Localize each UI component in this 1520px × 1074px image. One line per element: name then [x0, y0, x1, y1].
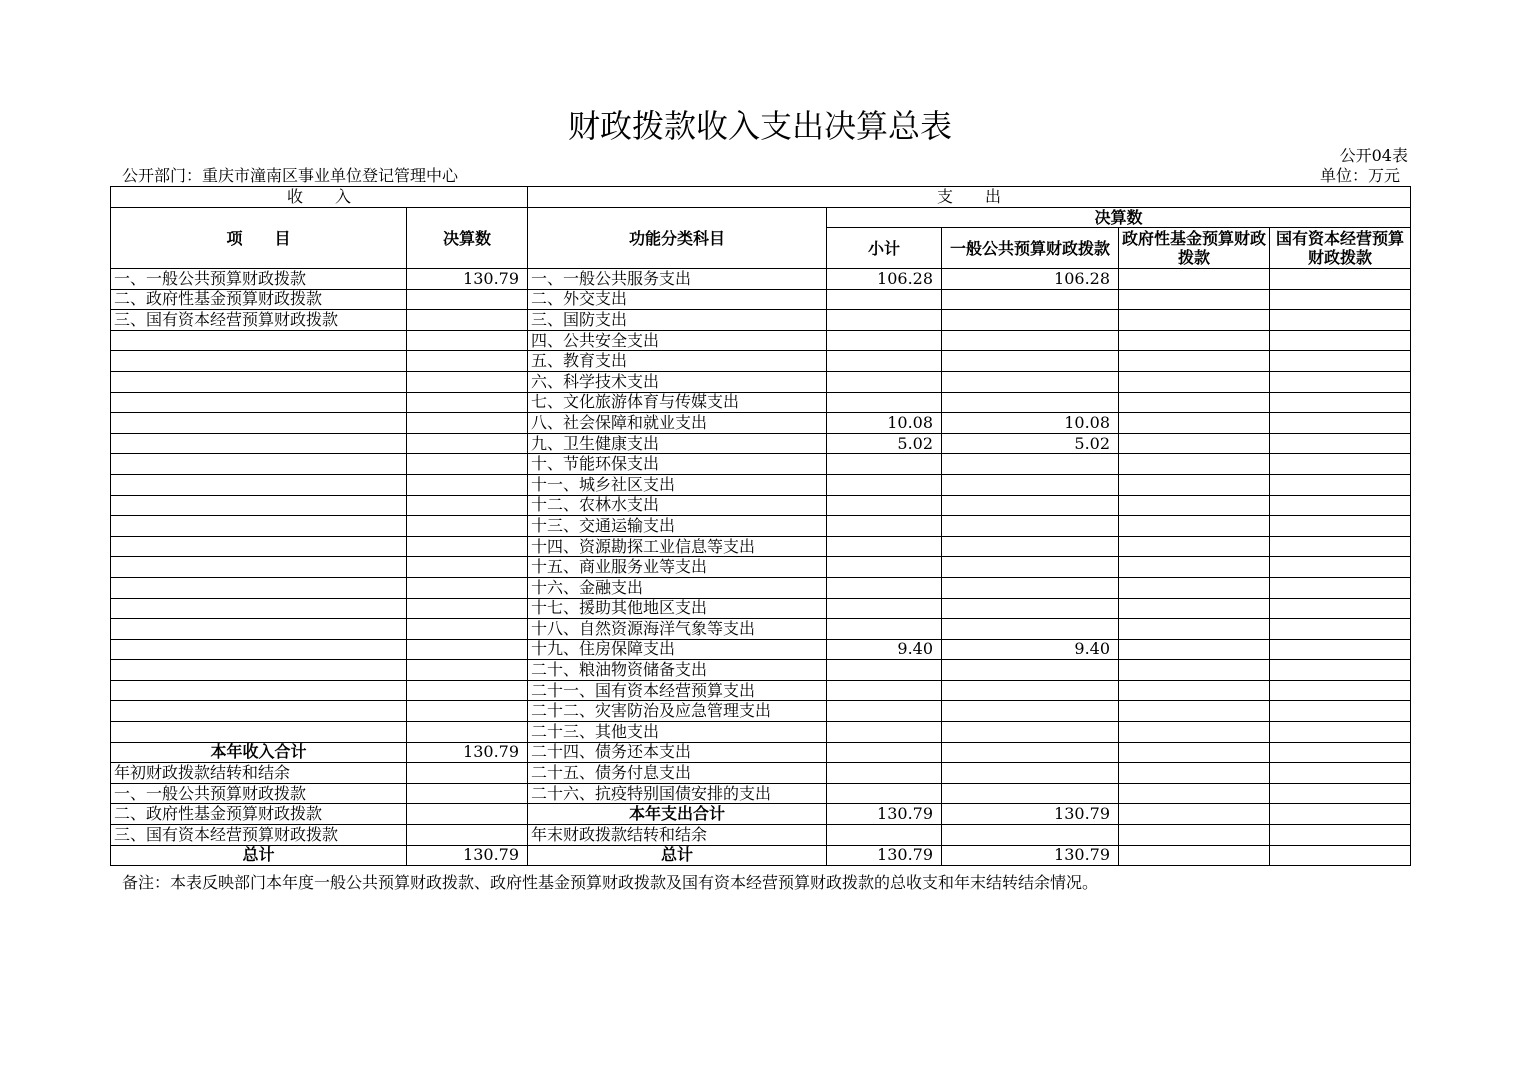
final-amount-header: 决算数: [407, 208, 528, 269]
income-amount-cell: [407, 825, 528, 846]
state-capital-budget-cell: [1270, 783, 1411, 804]
footnote: 备注：本表反映部门本年度一般公共预算财政拨款、政府性基金预算财政拨款及国有资本经营预算财政拨款的总收支和年末结转结余情况。: [122, 873, 1099, 892]
government-fund-budget-cell: [1119, 722, 1270, 743]
general-public-budget-cell: [942, 495, 1119, 516]
government-fund-budget-cell: [1119, 557, 1270, 578]
state-capital-budget-cell: [1270, 845, 1411, 866]
government-fund-budget-cell: [1119, 804, 1270, 825]
department-label: 公开部门：重庆市潼南区事业单位登记管理中心: [122, 166, 459, 185]
subtotal-cell: [827, 351, 942, 372]
expenditure-item-cell: 十六、金融支出: [528, 577, 827, 598]
income-amount-cell: [407, 536, 528, 557]
subtotal-cell: [827, 392, 942, 413]
general-public-budget-cell: [942, 330, 1119, 351]
government-fund-budget-cell: [1119, 639, 1270, 660]
table-row: [111, 516, 1411, 537]
government-fund-budget-header: 政府性基金预算财政拨款: [1119, 228, 1270, 269]
general-public-budget-cell: [942, 310, 1119, 331]
income-amount-cell: [407, 330, 528, 351]
state-capital-budget-cell: [1270, 598, 1411, 619]
income-item-cell: [111, 474, 407, 495]
income-item-cell: 总计: [111, 845, 407, 866]
state-capital-budget-cell: [1270, 516, 1411, 537]
expenditure-item-cell: 十、节能环保支出: [528, 454, 827, 475]
subtotal-cell: 106.28: [827, 269, 942, 290]
general-public-budget-cell: [942, 742, 1119, 763]
table-row: [111, 310, 1411, 331]
state-capital-budget-cell: [1270, 454, 1411, 475]
state-capital-budget-cell: [1270, 433, 1411, 454]
government-fund-budget-cell: [1119, 371, 1270, 392]
subtotal-cell: [827, 619, 942, 640]
income-item-cell: 三、国有资本经营预算财政拨款: [111, 825, 407, 846]
income-amount-cell: [407, 413, 528, 434]
general-public-budget-cell: 130.79: [942, 804, 1119, 825]
income-item-cell: 一、一般公共预算财政拨款: [111, 269, 407, 290]
income-item-cell: [111, 392, 407, 413]
government-fund-budget-cell: [1119, 701, 1270, 722]
income-amount-cell: [407, 474, 528, 495]
table-row: [111, 474, 1411, 495]
income-item-cell: [111, 639, 407, 660]
final-amount-group-header: 决算数: [827, 208, 1411, 228]
subtotal-cell: 5.02: [827, 433, 942, 454]
state-capital-budget-cell: [1270, 763, 1411, 784]
subtotal-cell: [827, 454, 942, 475]
expenditure-item-cell: 二十、粮油物资储备支出: [528, 660, 827, 681]
subtotal-cell: [827, 825, 942, 846]
income-amount-cell: [407, 598, 528, 619]
form-number: 公开04表: [1339, 146, 1408, 165]
state-capital-budget-cell: [1270, 825, 1411, 846]
income-item-cell: [111, 680, 407, 701]
income-amount-cell: [407, 619, 528, 640]
income-amount-cell: [407, 804, 528, 825]
table-row: [111, 680, 1411, 701]
expenditure-item-cell: 十七、援助其他地区支出: [528, 598, 827, 619]
government-fund-budget-cell: [1119, 351, 1270, 372]
general-public-budget-cell: 130.79: [942, 845, 1119, 866]
general-public-budget-cell: [942, 371, 1119, 392]
table-row: [111, 722, 1411, 743]
income-amount-cell: [407, 701, 528, 722]
income-amount-cell: [407, 557, 528, 578]
expenditure-item-cell: 三、国防支出: [528, 310, 827, 331]
government-fund-budget-cell: [1119, 577, 1270, 598]
subtotal-cell: [827, 474, 942, 495]
income-item-cell: [111, 577, 407, 598]
income-item-cell: [111, 660, 407, 681]
government-fund-budget-cell: [1119, 392, 1270, 413]
table-row: [111, 371, 1411, 392]
income-amount-cell: [407, 495, 528, 516]
table-row: [111, 804, 1411, 825]
government-fund-budget-cell: [1119, 474, 1270, 495]
subtotal-cell: 10.08: [827, 413, 942, 434]
expenditure-item-cell: 二、外交支出: [528, 289, 827, 310]
general-public-budget-cell: [942, 783, 1119, 804]
government-fund-budget-cell: [1119, 516, 1270, 537]
general-public-budget-cell: 106.28: [942, 269, 1119, 290]
table-row: [111, 392, 1411, 413]
income-amount-cell: [407, 433, 528, 454]
expenditure-item-cell: 二十四、债务还本支出: [528, 742, 827, 763]
table-row: [111, 413, 1411, 434]
income-item-cell: [111, 557, 407, 578]
general-public-budget-cell: [942, 763, 1119, 784]
state-capital-budget-header: 国有资本经营预算财政拨款: [1270, 228, 1411, 269]
expenditure-item-cell: 十一、城乡社区支出: [528, 474, 827, 495]
income-item-cell: 本年收入合计: [111, 742, 407, 763]
state-capital-budget-cell: [1270, 536, 1411, 557]
government-fund-budget-cell: [1119, 742, 1270, 763]
table-row: [111, 536, 1411, 557]
state-capital-budget-cell: [1270, 289, 1411, 310]
state-capital-budget-cell: [1270, 351, 1411, 372]
income-amount-cell: [407, 310, 528, 331]
table-row: [111, 495, 1411, 516]
income-item-cell: [111, 722, 407, 743]
income-item-cell: [111, 536, 407, 557]
income-amount-cell: [407, 351, 528, 372]
state-capital-budget-cell: [1270, 310, 1411, 331]
subtotal-cell: [827, 680, 942, 701]
government-fund-budget-cell: [1119, 536, 1270, 557]
government-fund-budget-cell: [1119, 825, 1270, 846]
state-capital-budget-cell: [1270, 804, 1411, 825]
government-fund-budget-cell: [1119, 413, 1270, 434]
government-fund-budget-cell: [1119, 433, 1270, 454]
income-item-cell: 年初财政拨款结转和结余: [111, 763, 407, 784]
expenditure-item-cell: 十八、自然资源海洋气象等支出: [528, 619, 827, 640]
government-fund-budget-cell: [1119, 598, 1270, 619]
state-capital-budget-cell: [1270, 269, 1411, 290]
income-amount-cell: [407, 289, 528, 310]
expenditure-item-cell: 十三、交通运输支出: [528, 516, 827, 537]
income-item-cell: [111, 701, 407, 722]
income-item-cell: [111, 330, 407, 351]
state-capital-budget-cell: [1270, 557, 1411, 578]
state-capital-budget-cell: [1270, 639, 1411, 660]
subtotal-cell: 130.79: [827, 845, 942, 866]
state-capital-budget-cell: [1270, 371, 1411, 392]
subtotal-cell: [827, 660, 942, 681]
table-row: [111, 577, 1411, 598]
income-item-cell: [111, 598, 407, 619]
income-item-cell: [111, 351, 407, 372]
state-capital-budget-cell: [1270, 742, 1411, 763]
state-capital-budget-cell: [1270, 474, 1411, 495]
table-row: [111, 742, 1411, 763]
government-fund-budget-cell: [1119, 289, 1270, 310]
general-public-budget-cell: [942, 557, 1119, 578]
subtotal-cell: [827, 722, 942, 743]
government-fund-budget-cell: [1119, 454, 1270, 475]
government-fund-budget-cell: [1119, 495, 1270, 516]
general-public-budget-cell: [942, 722, 1119, 743]
government-fund-budget-cell: [1119, 680, 1270, 701]
table-row: [111, 330, 1411, 351]
state-capital-budget-cell: [1270, 330, 1411, 351]
general-public-budget-cell: [942, 351, 1119, 372]
state-capital-budget-cell: [1270, 495, 1411, 516]
government-fund-budget-cell: [1119, 310, 1270, 331]
income-amount-cell: [407, 371, 528, 392]
income-amount-cell: [407, 392, 528, 413]
expenditure-item-cell: 十九、住房保障支出: [528, 639, 827, 660]
unit-label: 单位：万元: [1319, 166, 1400, 185]
subtotal-cell: [827, 289, 942, 310]
general-public-budget-cell: [942, 289, 1119, 310]
page-title: 财政拨款收入支出决算总表: [567, 107, 952, 145]
government-fund-budget-cell: [1119, 269, 1270, 290]
table-row: [111, 289, 1411, 310]
subtotal-cell: [827, 701, 942, 722]
income-item-cell: 三、国有资本经营预算财政拨款: [111, 310, 407, 331]
income-amount-cell: [407, 577, 528, 598]
subtotal-cell: [827, 742, 942, 763]
expenditure-item-cell: 九、卫生健康支出: [528, 433, 827, 454]
income-item-cell: [111, 619, 407, 640]
table-row: [111, 269, 1411, 290]
table-row: [111, 433, 1411, 454]
expenditure-item-cell: 四、公共安全支出: [528, 330, 827, 351]
subtotal-cell: [827, 536, 942, 557]
general-public-budget-cell: [942, 680, 1119, 701]
table-row: [111, 825, 1411, 846]
state-capital-budget-cell: [1270, 577, 1411, 598]
expenditure-item-cell: 二十五、债务付息支出: [528, 763, 827, 784]
general-public-budget-cell: [942, 392, 1119, 413]
general-public-budget-cell: [942, 619, 1119, 640]
expenditure-item-cell: 年末财政拨款结转和结余: [528, 825, 827, 846]
government-fund-budget-cell: [1119, 330, 1270, 351]
state-capital-budget-cell: [1270, 619, 1411, 640]
income-item-cell: [111, 371, 407, 392]
income-item-cell: 一、一般公共预算财政拨款: [111, 783, 407, 804]
general-public-budget-cell: [942, 825, 1119, 846]
state-capital-budget-cell: [1270, 722, 1411, 743]
expenditure-item-cell: 十四、资源勘探工业信息等支出: [528, 536, 827, 557]
subtotal-cell: [827, 763, 942, 784]
table-row: [111, 454, 1411, 475]
income-item-cell: [111, 516, 407, 537]
subtotal-cell: [827, 330, 942, 351]
general-public-budget-cell: [942, 536, 1119, 557]
income-item-cell: [111, 413, 407, 434]
expenditure-item-cell: 二十一、国有资本经营预算支出: [528, 680, 827, 701]
subtotal-cell: [827, 495, 942, 516]
item-header: 项 目: [111, 208, 407, 269]
general-public-budget-cell: 10.08: [942, 413, 1119, 434]
income-amount-cell: 130.79: [407, 845, 528, 866]
general-public-budget-cell: [942, 474, 1119, 495]
subtotal-cell: [827, 516, 942, 537]
general-public-budget-cell: [942, 598, 1119, 619]
income-item-cell: [111, 495, 407, 516]
government-fund-budget-cell: [1119, 763, 1270, 784]
subtotal-cell: 9.40: [827, 639, 942, 660]
income-amount-cell: [407, 516, 528, 537]
expenditure-item-cell: 二十二、灾害防治及应急管理支出: [528, 701, 827, 722]
table-row: [111, 845, 1411, 866]
expenditure-item-cell: 八、社会保障和就业支出: [528, 413, 827, 434]
income-amount-cell: [407, 722, 528, 743]
expenditure-item-cell: 十二、农林水支出: [528, 495, 827, 516]
state-capital-budget-cell: [1270, 680, 1411, 701]
general-public-budget-cell: [942, 660, 1119, 681]
general-public-budget-cell: [942, 701, 1119, 722]
subtotal-header: 小计: [827, 228, 942, 269]
table-row: [111, 783, 1411, 804]
income-amount-cell: [407, 763, 528, 784]
table-row: [111, 701, 1411, 722]
income-amount-cell: 130.79: [407, 742, 528, 763]
expenditure-item-cell: 二十六、抗疫特别国债安排的支出: [528, 783, 827, 804]
expenditure-item-cell: 七、文化旅游体育与传媒支出: [528, 392, 827, 413]
general-public-budget-header: 一般公共预算财政拨款: [942, 228, 1119, 269]
function-category-header: 功能分类科目: [528, 208, 827, 269]
income-header: 收 入: [111, 187, 528, 208]
income-item-cell: 二、政府性基金预算财政拨款: [111, 804, 407, 825]
expenditure-item-cell: 六、科学技术支出: [528, 371, 827, 392]
income-item-cell: 二、政府性基金预算财政拨款: [111, 289, 407, 310]
income-item-cell: [111, 454, 407, 475]
state-capital-budget-cell: [1270, 660, 1411, 681]
subtotal-cell: [827, 783, 942, 804]
table-row: [111, 619, 1411, 640]
subtotal-cell: 130.79: [827, 804, 942, 825]
state-capital-budget-cell: [1270, 392, 1411, 413]
income-amount-cell: [407, 454, 528, 475]
expenditure-item-cell: 十五、商业服务业等支出: [528, 557, 827, 578]
expenditure-item-cell: 二十三、其他支出: [528, 722, 827, 743]
income-amount-cell: [407, 660, 528, 681]
general-public-budget-cell: [942, 577, 1119, 598]
state-capital-budget-cell: [1270, 701, 1411, 722]
general-public-budget-cell: 5.02: [942, 433, 1119, 454]
table-row: [111, 598, 1411, 619]
general-public-budget-cell: [942, 454, 1119, 475]
table-row: [111, 639, 1411, 660]
general-public-budget-cell: [942, 516, 1119, 537]
expenditure-item-cell: 一、一般公共服务支出: [528, 269, 827, 290]
income-amount-cell: [407, 680, 528, 701]
government-fund-budget-cell: [1119, 619, 1270, 640]
income-amount-cell: [407, 639, 528, 660]
expenditure-item-cell: 五、教育支出: [528, 351, 827, 372]
table-row: [111, 557, 1411, 578]
table-row: [111, 660, 1411, 681]
expenditure-item-cell: 本年支出合计: [528, 804, 827, 825]
table-row: [111, 351, 1411, 372]
general-public-budget-cell: 9.40: [942, 639, 1119, 660]
income-item-cell: [111, 433, 407, 454]
subtotal-cell: [827, 557, 942, 578]
subtotal-cell: [827, 598, 942, 619]
government-fund-budget-cell: [1119, 845, 1270, 866]
expenditure-item-cell: 总计: [528, 845, 827, 866]
subtotal-cell: [827, 577, 942, 598]
expenditure-header: 支 出: [528, 187, 1411, 208]
income-amount-cell: [407, 783, 528, 804]
income-amount-cell: 130.79: [407, 269, 528, 290]
table-row: [111, 763, 1411, 784]
subtotal-cell: [827, 371, 942, 392]
government-fund-budget-cell: [1119, 783, 1270, 804]
state-capital-budget-cell: [1270, 413, 1411, 434]
government-fund-budget-cell: [1119, 660, 1270, 681]
budget-table: [110, 186, 1411, 866]
subtotal-cell: [827, 310, 942, 331]
